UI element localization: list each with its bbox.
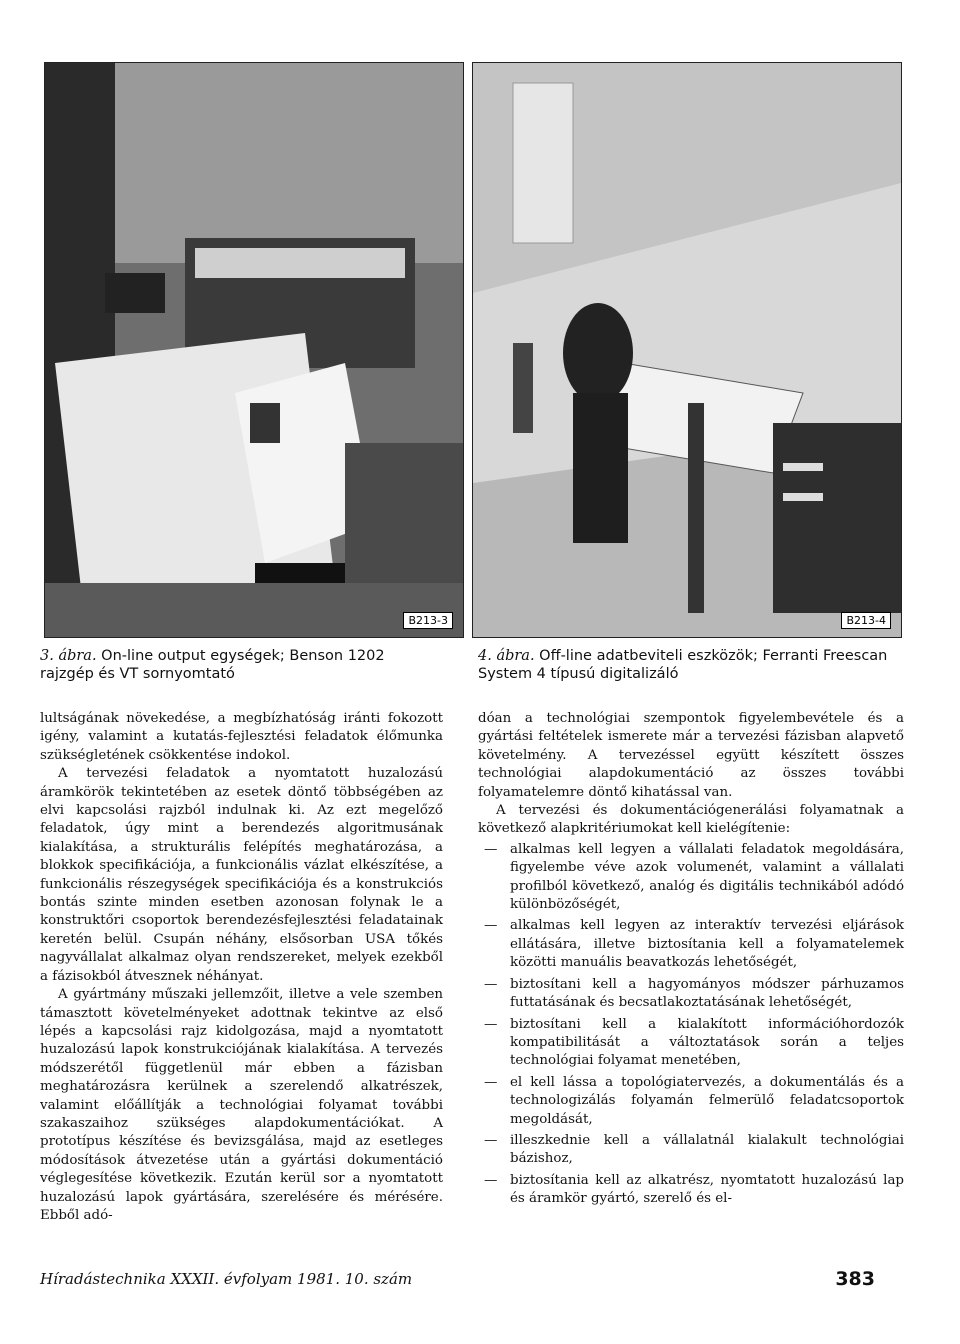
figure-tag: B213-4 — [841, 612, 891, 629]
paragraph: A tervezési feladatok a nyomtatott huzalozású áramkörök tekintetében az esetek döntő többségében az elvi kapcsolási rajzból indulnak ki. Az ezt megelőző feladatok, úgy mint a berendezés algoritmusának kialakítása, a strukturális felépítés meghatározása, a blokkok specifikációja, a funkcionális vázlat elkészítése, a funkcionális részegységek specifikációja és a konstrukciós bontás szinte minden esetben azonosan folynak le a konstruktőri csoportok berendezésfejlesztési feladatainak keretén belül. Csupán néhány, elsősorban USA tőkés nagyvállalat alkalmaz olyan rendszereket, melyek ezekből a fázisokból átvesznek néhányat. — [40, 766, 443, 984]
criteria-list — [478, 841, 904, 1209]
figure-4-photo — [472, 62, 902, 638]
caption-text: On-line output egységek; Benson 1202 rajzgép és VT sornyomtató — [40, 648, 385, 682]
list-item: — biztosítania kell az alkatrész, nyomtatott huzalozású lap és áramkör gyártó, szerelő és el- — [478, 1172, 904, 1209]
paragraph: A tervezési és dokumentációgenerálási folyamatnak a következő alapkritériumokat kell kielégítenie: — [478, 803, 904, 837]
list-item: — illeszkednie kell a vállalatnál kialakult technológiai bázishoz, — [478, 1132, 904, 1169]
paragraph: A gyártmány műszaki jellemzőit, illetve a vele szemben támasztott követelményeket adottnak tekintve az első lépés a kapcsolási rajz kidolgozása, majd a nyomtatott huzalozású lapok konstrukciójának kialakítása. A tervezés módszerétől függetlenül már ebben a fázisban meghatározásra kerülnek a szerelendő alkatrészek, valamint előállítják a technológiai folyamat további szakaszaihoz szükséges alapdokumentációkat. A prototípus készítése és bevizsgálása, majd az esetleges módosítások átvezetése után a gyártási dokumentáció véglegesítése következik. Ezután kerül sor a nyomtatott huzalozású lapok gyártására, szerelésére és mérésére. Ebből adó- — [40, 987, 443, 1223]
page-number: 383 — [835, 1268, 875, 1290]
list-item: — alkalmas kell legyen az interaktív tervezési eljárások ellátására, illetve biztosítania kell a folyamatelemek közötti manuális beavatkozás lehetőségét, — [478, 917, 904, 972]
page-footer — [40, 1270, 900, 1294]
list-item: — biztosítani kell a hagyományos módszer párhuzamos futtatásának és becsatlakoztatásának lehetőségét, — [478, 976, 904, 1013]
paragraph: dóan a technológiai szempontok figyelembevétele és a gyártási feltételek ismerete már a tervezési fázisban alapvető követelmény. A tervezéssel együtt készített összes technológiai alapdokumentáció az összes további folyamatelemre döntő kihatással van. — [478, 711, 904, 800]
caption-text: Off-line adatbeviteli eszközök; Ferranti Freescan System 4 típusú digitalizáló — [478, 648, 888, 682]
figure-tag: B213-3 — [403, 612, 453, 629]
figure-3-caption — [40, 647, 440, 683]
caption-number: 3. ábra. — [40, 648, 97, 664]
right-text-column — [478, 710, 904, 1212]
journal-name: Híradástechnika XXXII. évfolyam 1981. 10. szám — [40, 1270, 413, 1288]
list-item: — alkalmas kell legyen a vállalati feladatok megoldására, figyelembe véve azok volumenét, valamint a vállalati profilból következő, analóg és digitális technikából adódó különbözőségét, — [478, 841, 904, 915]
left-text-column — [40, 710, 443, 1225]
list-item: — el kell lássa a topológiatervezés, a dokumentálás és a technologizálás folyamán felmerülő feladatcsoportok megoldását, — [478, 1074, 904, 1129]
digitizer-room-photo-icon — [473, 63, 901, 637]
figure-3-photo — [44, 62, 464, 638]
list-item: — biztosítani kell a kialakított információhordozók kompatibilitását a változtatások során a teljes technológiai folyamat menetében, — [478, 1016, 904, 1071]
paragraph: lultságának növekedése, a megbízhatóság iránti fokozott igény, valamint a kutatás-fejlesztési feladatok élőmunka szükségletének csökkentése indokol. — [40, 711, 443, 763]
caption-number: 4. ábra. — [478, 648, 535, 664]
figure-4-caption — [478, 647, 898, 683]
plotter-printer-photo-icon — [45, 63, 463, 637]
